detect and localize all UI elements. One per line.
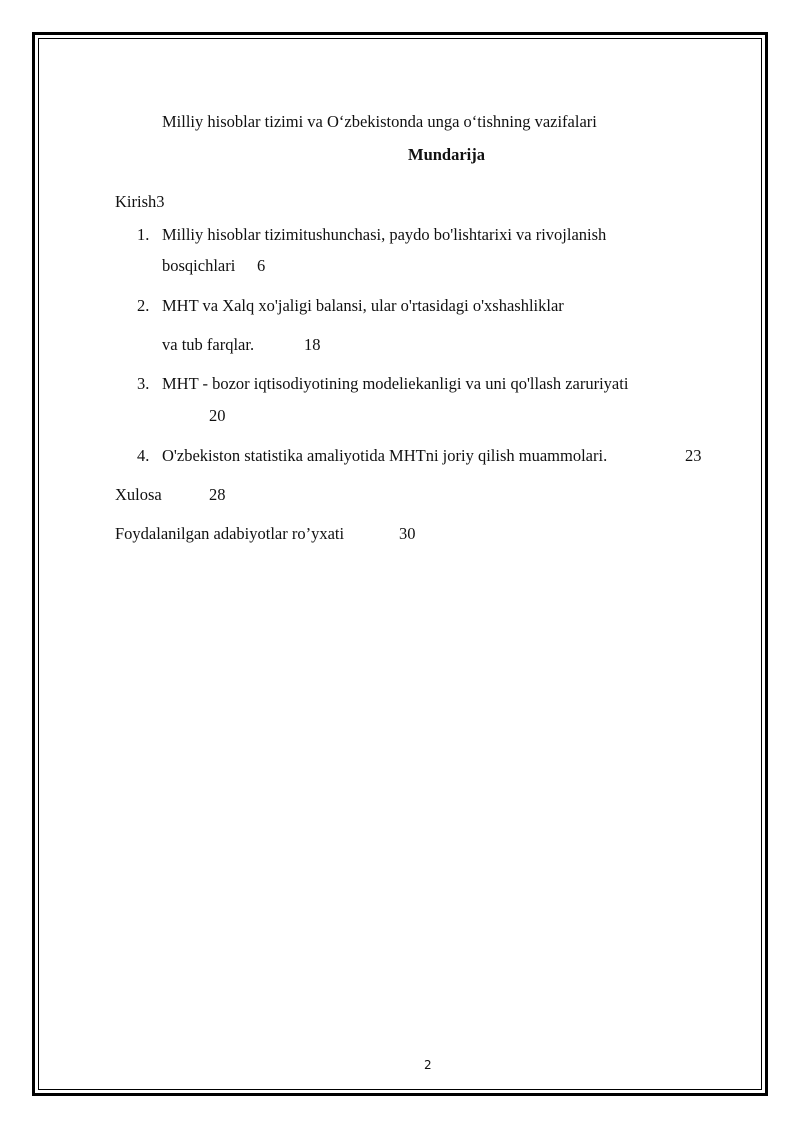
toc-item-2-number: 2. bbox=[137, 296, 150, 315]
document-title: Milliy hisoblar tizimi va O‘zbekistonda unga o‘tishning vazifalari bbox=[162, 112, 597, 131]
toc-conclusion-label: Xulosa bbox=[115, 485, 162, 504]
toc-intro-page: 3 bbox=[156, 192, 165, 211]
toc-item-3-line1: MHT - bozor iqtisodiyotining modeliekanligi va uni qo'llash zaruriyati bbox=[162, 374, 629, 393]
toc-item-3-page: 20 bbox=[209, 406, 226, 425]
toc-item-1-number: 1. bbox=[137, 225, 150, 244]
toc-references-label: Foydalanilgan adabiyotlar ro’yxati bbox=[115, 524, 345, 543]
toc-item-2-line2: va tub farqlar. bbox=[162, 335, 255, 354]
toc-item-1-line1: Milliy hisoblar tizimitushunchasi, paydo bo'lishtarixi va rivojlanish bbox=[162, 225, 607, 244]
toc-item-4-page: 23 bbox=[685, 446, 702, 465]
toc-intro bbox=[115, 192, 165, 212]
toc-conclusion-page: 28 bbox=[209, 485, 226, 504]
toc-item-4-number: 4. bbox=[137, 446, 150, 465]
toc-item-2-line1: MHT va Xalq xo'jaligi balansi, ular o'rtasidagi o'xshashliklar bbox=[162, 296, 564, 315]
toc-item-4-line1: O'zbekiston statistika amaliyotida MHTni joriy qilish muammolari. bbox=[162, 446, 608, 465]
toc-item-1-line2: bosqichlari bbox=[162, 256, 236, 275]
toc-item-3-number: 3. bbox=[137, 374, 150, 393]
page-number: 2 bbox=[424, 1058, 432, 1072]
toc-item-1-page: 6 bbox=[257, 256, 266, 275]
toc-heading: Mundarija bbox=[408, 145, 486, 164]
toc-item-2-page: 18 bbox=[304, 335, 321, 354]
toc-intro-label: Kirish bbox=[115, 192, 157, 211]
toc-references-page: 30 bbox=[399, 524, 416, 543]
